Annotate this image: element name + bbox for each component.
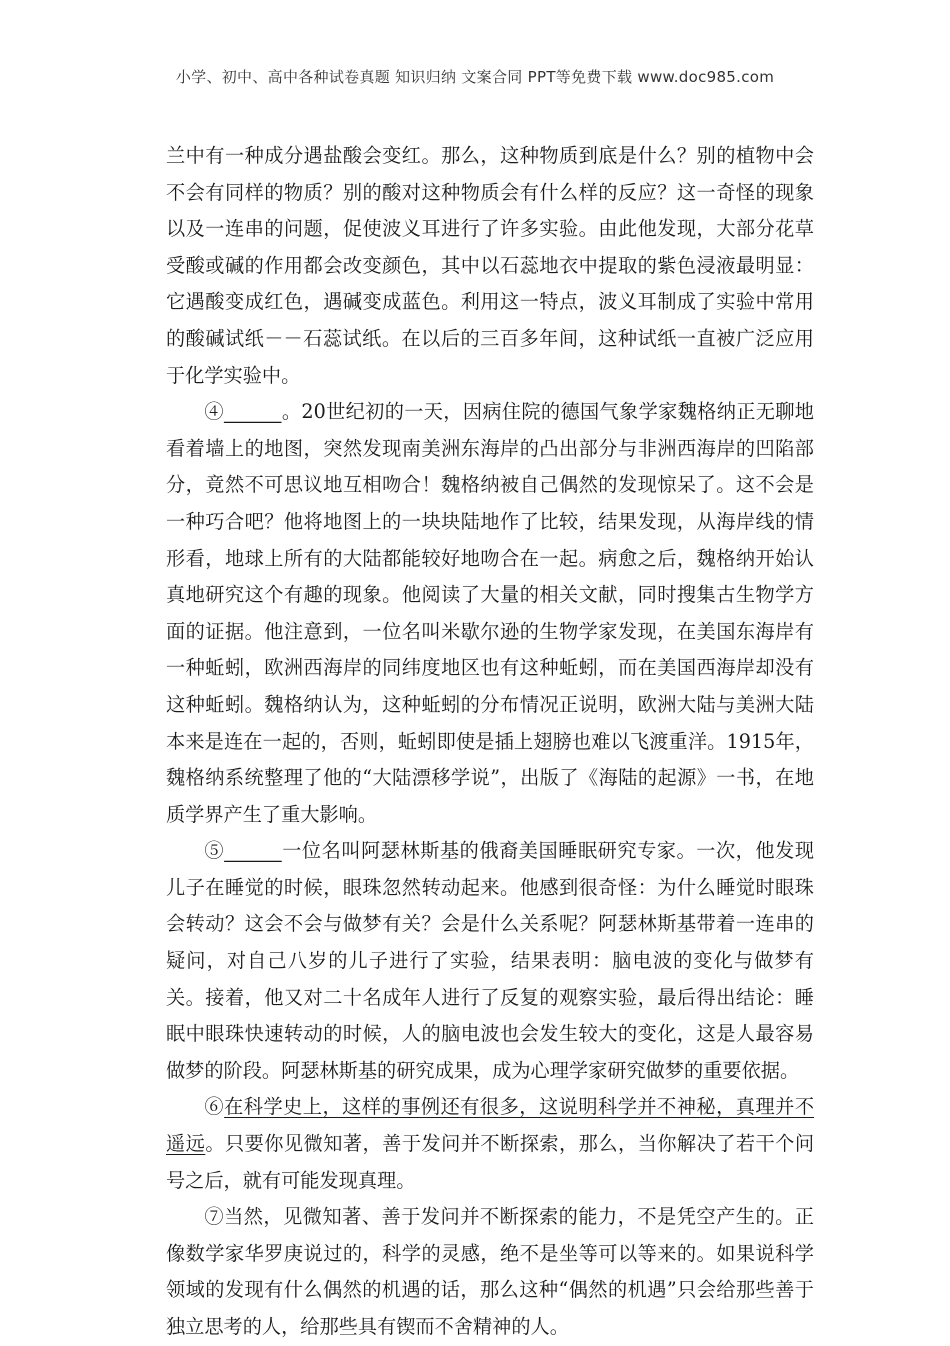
paragraph-6: [166, 1089, 814, 1199]
paragraph-6-text: 。只要你见微知著，善于发问并不断探索，那么，当你解决了若干个问号之后，就有可能发现真理。: [166, 1132, 815, 1192]
paragraph-5: [166, 833, 814, 1089]
paragraph-3-continued: 兰中有一种成分遇盐酸会变红。那么，这种物质到底是什么？别的植物中会不会有同样的物质？别的酸对这种物质会有什么样的反应？这一奇怪的现象以及一连串的问题，促使波义耳进行了许多实验。由此他发现，大部分花草受酸或碱的作用都会改变颜色，其中以石蕊地衣中提取的紫色浸液最明显：它遇酸变成红色，遇碱变成蓝色。利用这一特点，波义耳制成了实验中常用的酸碱试纸－－石蕊试纸。在以后的三百多年间，这种试纸一直被广泛应用于化学实验中。: [166, 144, 814, 387]
paragraph-5-number: ⑤: [204, 839, 225, 863]
paragraph-4-blank: ______: [223, 400, 282, 424]
paragraph-4: [166, 394, 814, 833]
paragraph-4-number: ④: [204, 400, 224, 424]
paragraph-5-text: 一位名叫阿瑟林斯基的俄裔美国睡眠研究专家。一次，他发现儿子在睡觉的时候，眼珠忽然转动起来。他感到很奇怪：为什么睡觉时眼珠会转动？这会不会与做梦有关？会是什么关系呢？阿瑟林斯基带着一连串的疑问，对自己八岁的儿子进行了实验，结果表明：脑电波的变化与做梦有关。接着，他又对二十名成年人进行了反复的观察实验，最后得出结论：睡眠中眼珠快速转动的时候，人的脑电波也会发生较大的变化，这是人最容易做梦的阶段。阿瑟林斯基的研究成果，成为心理学家研究做梦的重要依据。: [166, 839, 815, 1082]
paragraph-4-text: 。20世纪初的一天，因病住院的德国气象学家魏格纳正无聊地看着墙上的地图，突然发现南美洲东海岸的凸出部分与非洲西海岸的凹陷部分，竟然不可思议地互相吻合！魏格纳被自己偶然的发现惊呆了。这不会是一种巧合吧？他将地图上的一块块陆地作了比较，结果发现，从海岸线的情形看，地球上所有的大陆都能较好地吻合在一起。病愈之后，魏格纳开始认真地研究这个有趣的现象。他阅读了大量的相关文献，同时搜集古生物学方面的证据。他注意到，一位名叫米歇尔逊的生物学家发现，在美国东海岸有一种蚯蚓，欧洲西海岸的同纬度地区也有这种蚯蚓，而在美国西海岸却没有这种蚯蚓。魏格纳认为，这种蚯蚓的分布情况正说明，欧洲大陆与美洲大陆本来是连在一起的，否则，蚯蚓即使是插上翅膀也难以飞渡重洋。1915年，魏格纳系统整理了他的“大陆漂移学说”，出版了《海陆的起源》一书，在地质学界产生了重大影响。: [166, 400, 814, 826]
article-body: [166, 138, 814, 1346]
paragraph-6-number: ⑥: [204, 1095, 225, 1119]
paragraph-6-underlined-sentence: 在科学史上，这样的事例还有很多，这说明科学并不神秘，真理并不遥远: [166, 1095, 815, 1156]
paragraph-5-blank: ______: [224, 839, 282, 863]
paragraph-7: ⑦当然，见微知著、善于发问并不断探索的能力，不是凭空产生的。正像数学家华罗庚说过的，科学的灵感，绝不是坐等可以等来的。如果说科学领域的发现有什么偶然的机遇的话，那么这种“偶然的机遇”只会给那些善于独立思考的人，给那些具有锲而不舍精神的人。: [166, 1205, 814, 1338]
page-header: 小学、初中、高中各种试卷真题 知识归纳 文案合同 PPT等免费下载 www.doc985.com: [175, 68, 775, 86]
